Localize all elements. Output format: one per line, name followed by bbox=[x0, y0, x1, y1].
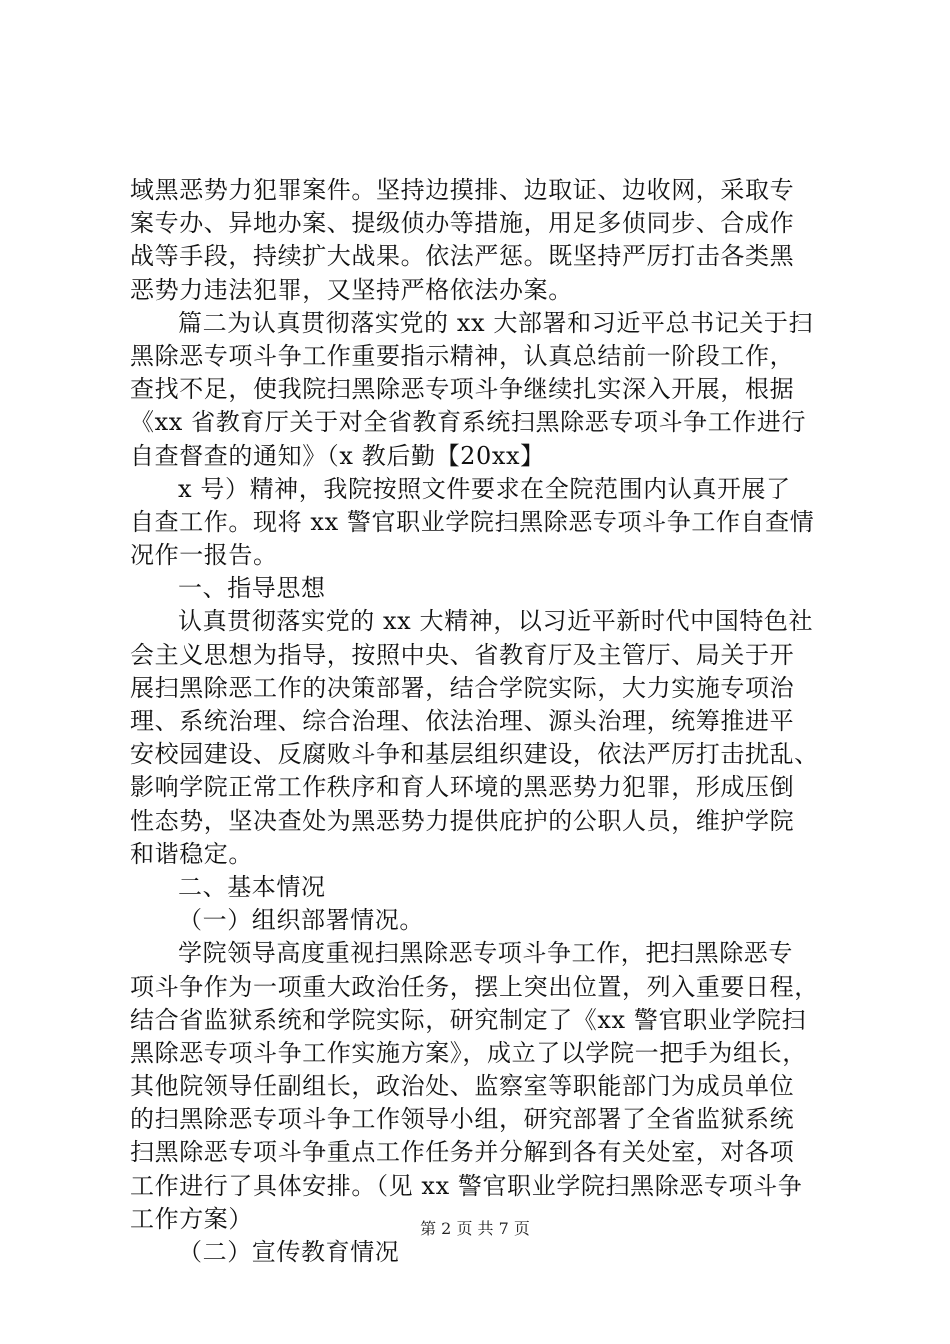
text-line: 篇二为认真贯彻落实党的 xx 大部署和习近平总书记关于扫 bbox=[178, 308, 814, 337]
text-line: 认真贯彻落实党的 xx 大精神，以习近平新时代中国特色社 bbox=[178, 607, 814, 636]
text-line: 安校园建设、反腐败斗争和基层组织建设，依法严厉打击扰乱、 bbox=[130, 740, 819, 769]
text-line: 工作方案） bbox=[130, 1204, 253, 1233]
text-line: 学院领导高度重视扫黑除恶专项斗争工作，把扫黑除恶专 bbox=[178, 939, 793, 968]
document-body bbox=[130, 174, 830, 1269]
text-line: 域黑恶势力犯罪案件。坚持边摸排、边取证、边收网，采取专 bbox=[130, 176, 795, 204]
text-line: 恶势力违法犯罪，又坚持严格依法办案。 bbox=[130, 275, 573, 304]
text-line: 《xx 省教育厅关于对全省教育系统扫黑除恶专项斗争工作进行 bbox=[130, 408, 807, 437]
text-line: 和谐稳定。 bbox=[130, 839, 253, 868]
text-line: 理、系统治理、综合治理、依法治理、源头治理，统筹推进平 bbox=[130, 707, 795, 735]
text-line: 黑除恶专项斗争工作重要指示精神，认真总结前一阶段工作， bbox=[130, 341, 795, 370]
text-line: 会主义思想为指导，按照中央、省教育厅及主管厅、局关于开 bbox=[130, 640, 795, 669]
text-line: 其他院领导任副组长，政治处、监察室等职能部门为成员单位 bbox=[130, 1072, 795, 1101]
text-line: 的扫黑除恶专项斗争工作领导小组，研究部署了全省监狱系统 bbox=[130, 1105, 795, 1134]
text-line: 查找不足，使我院扫黑除恶专项斗争继续扎实深入开展，根据 bbox=[130, 375, 795, 404]
text-line: 影响学院正常工作秩序和育人环境的黑恶势力犯罪，形成压倒 bbox=[130, 773, 795, 802]
text-line: 项斗争作为一项重大政治任务，摆上突出位置，列入重要日程， bbox=[130, 972, 819, 1001]
text-line: 扫黑除恶专项斗争重点工作任务并分解到各有关处室，对各项 bbox=[130, 1138, 795, 1167]
text-line: 黑除恶专项斗争工作实施方案》，成立了以学院一把手为组长， bbox=[130, 1038, 807, 1067]
text-line: 展扫黑除恶工作的决策部署，结合学院实际，大力实施专项治 bbox=[130, 673, 795, 702]
text-line: （一）组织部署情况。 bbox=[178, 906, 424, 935]
text-line: 况作一报告。 bbox=[130, 541, 278, 570]
text-line: 自查督查的通知》（x 教后勤【20xx】 bbox=[130, 441, 545, 470]
text-line: x 号）精神，我院按照文件要求在全院范围内认真开展了 bbox=[178, 474, 791, 503]
page-number-footer: 第 2 页 共 7 页 bbox=[420, 1219, 530, 1238]
text-line: 战等手段，持续扩大战果。依法严惩。既坚持严厉打击各类黑 bbox=[130, 242, 795, 271]
text-line: 工作进行了具体安排。（见 xx 警官职业学院扫黑除恶专项斗争 bbox=[130, 1171, 803, 1200]
text-line: 案专办、异地办案、提级侦办等措施，用足多侦同步、合成作 bbox=[130, 209, 795, 238]
text-line: （二）宣传教育情况 bbox=[178, 1238, 400, 1266]
text-line: 一、指导思想 bbox=[178, 574, 326, 603]
text-line: 性态势，坚决查处为黑恶势力提供庇护的公职人员，维护学院 bbox=[130, 806, 795, 835]
text-line: 结合省监狱系统和学院实际，研究制定了《xx 警官职业学院扫 bbox=[130, 1005, 807, 1034]
text-line: 二、基本情况 bbox=[178, 872, 326, 901]
text-line: 自查工作。现将 xx 警官职业学院扫黑除恶专项斗争工作自查情 bbox=[130, 507, 815, 536]
